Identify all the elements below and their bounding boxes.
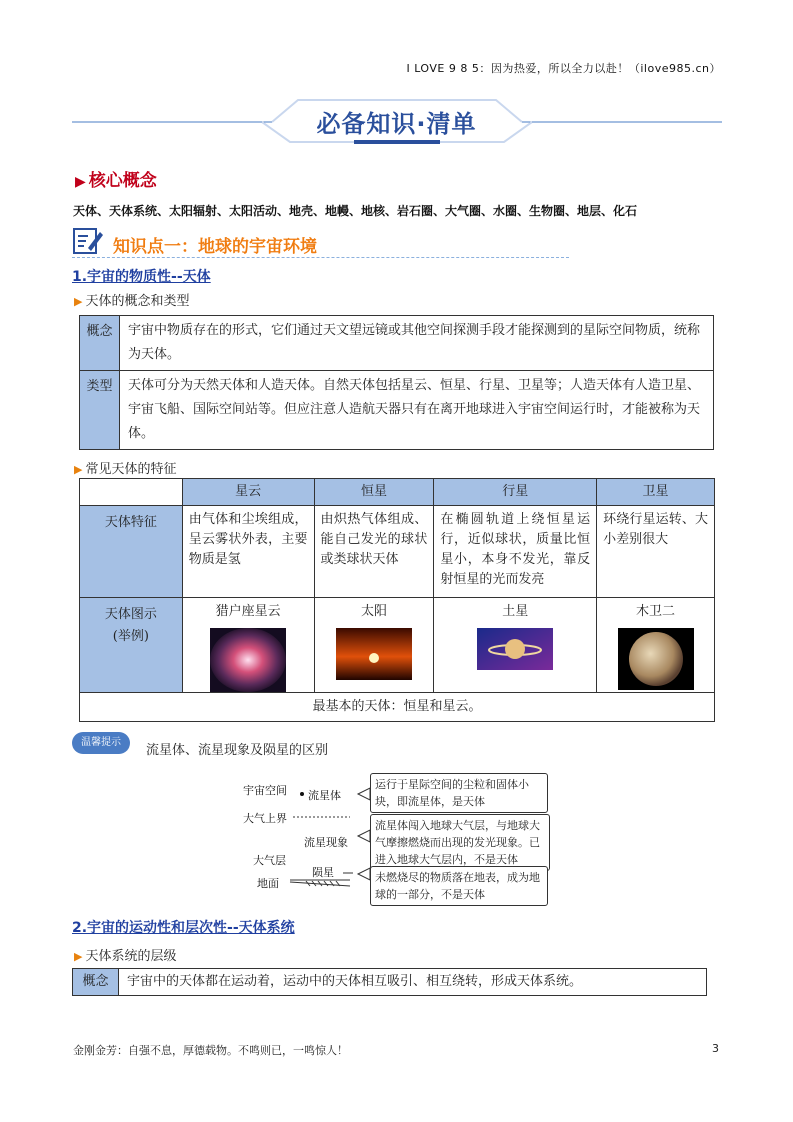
header-nebula: 星云 <box>182 479 314 506</box>
label-space: 宇宙空间 <box>243 784 287 797</box>
planet-feature: 在椭圆轨道上绕恒星运行，近似球状，质量比恒星小，本身不发光，靠反射恒星的光而发亮 <box>434 506 597 598</box>
tip-badge: 温馨提示 <box>72 732 130 754</box>
europa-image <box>618 628 694 690</box>
header-satellite: 卫星 <box>597 479 715 506</box>
sun-image <box>336 628 412 680</box>
core-heading: ▶ 核心概念 <box>75 171 157 191</box>
row-text: 宇宙中物质存在的形式，它们通过天文望远镜或其他空间探测手段才能探测到的星际空间物质，统称为天体。 <box>120 316 714 371</box>
core-concepts: 天体、天体系统、太阳辐射、太阳活动、地壳、地幔、地核、岩石圈、大气圈、水圈、生物圈、地层、化石 <box>73 204 638 218</box>
planet-example: 土星 <box>434 598 597 693</box>
star-feature: 由炽热气体组成、能自己发光的球状或类球状天体 <box>314 506 434 598</box>
box-meteoroid: 运行于星际空间的尘粒和固体小块，即流星体，是天体 <box>370 773 548 813</box>
meteor-diagram <box>240 770 560 900</box>
satellite-example: 木卫二 <box>597 598 715 693</box>
header-slogan: I LOVE 9 8 5：因为热爱，所以全力以赴！（ilove985.cn） <box>406 62 721 75</box>
row-text: 天体可分为天然天体和人造天体。自然天体包括星云、恒星、行星、卫星等；人造天体有人造卫星、宇宙飞船、国际空间站等。但应注意人造航天器只有在离开地球进入宇宙空间运行时，才能被称为天体。 <box>120 371 714 450</box>
orion-nebula-image <box>210 628 286 692</box>
page-number: 3 <box>712 1042 719 1055</box>
section-1-title: 1.宇宙的物质性--天体 <box>72 269 211 285</box>
footer-motto: 金刚金芳：自强不息，厚德载物。不鸣则已，一鸣惊人！ <box>73 1044 348 1057</box>
box-meteorite: 未燃烧尽的物质落在地表，成为地球的一部分，不是天体 <box>370 866 548 906</box>
celestial-system-table <box>72 968 707 996</box>
triangle-icon: ▶ <box>75 174 86 190</box>
saturn-image <box>477 628 553 670</box>
celestial-definition-table <box>79 315 714 450</box>
satellite-feature: 环绕行星运转、大小差别很大 <box>597 506 715 598</box>
table-row <box>80 371 714 450</box>
header-planet: 行星 <box>434 479 597 506</box>
divider <box>72 257 569 258</box>
label-ground: 地面 <box>257 877 279 890</box>
table-row <box>80 693 715 722</box>
table-header-row <box>80 479 715 506</box>
table-row <box>80 316 714 371</box>
row-label: 概念 <box>80 316 120 371</box>
tip-text: 流星体、流星现象及陨星的区别 <box>146 743 329 758</box>
nebula-feature: 由气体和尘埃组成，呈云雾状外表，主要物质是氢 <box>182 506 314 598</box>
page-title: 必备知识·清单 <box>316 110 477 138</box>
star-example: 太阳 <box>314 598 434 693</box>
triangle-icon: ▶ <box>74 950 83 963</box>
label-meteorite: 陨星 <box>312 866 334 879</box>
triangle-icon: ▶ <box>74 295 83 308</box>
row-label: 天体图示 (举例) <box>80 598 183 693</box>
triangle-icon: ▶ <box>74 463 83 476</box>
table-footer: 最基本的天体：恒星和星云。 <box>80 693 715 722</box>
table-row <box>73 969 707 996</box>
label-meteoroid: 流星体 <box>308 789 341 802</box>
header-star: 恒星 <box>314 479 434 506</box>
label-atmosphere-top: 大气上界 <box>243 812 287 825</box>
table-row <box>80 598 715 693</box>
celestial-features-table <box>79 478 715 722</box>
row-text: 宇宙中的天体都在运动着，运动中的天体相互吸引、相互绕转，形成天体系统。 <box>119 969 707 996</box>
label-meteor: 流星现象 <box>304 836 348 849</box>
box-meteor: 流星体闯入地球大气层，与地球大气摩擦燃烧而出现的发光现象。已进入地球大气层内，不是天体 <box>370 814 550 871</box>
label-atmosphere: 大气层 <box>253 854 286 867</box>
row-label: 概念 <box>73 969 119 996</box>
knowledge-point-title: 知识点一：地球的宇宙环境 <box>113 237 317 257</box>
bullet-features: ▶ 常见天体的特征 <box>74 462 177 477</box>
table-row <box>80 506 715 598</box>
bullet-system-levels: ▶ 天体系统的层级 <box>74 949 177 964</box>
notebook-pen-icon <box>72 226 104 256</box>
section-2-title: 2.宇宙的运动性和层次性--天体系统 <box>72 920 295 936</box>
bullet-concept-types: ▶ 天体的概念和类型 <box>74 294 190 309</box>
nebula-example: 猎户座星云 <box>182 598 314 693</box>
row-label: 类型 <box>80 371 120 450</box>
row-label: 天体特征 <box>80 506 183 598</box>
